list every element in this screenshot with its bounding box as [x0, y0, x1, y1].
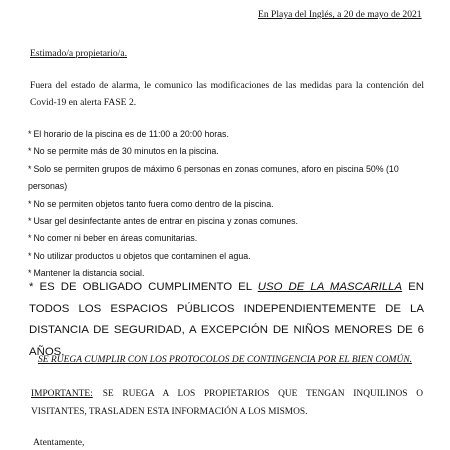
rule-bullet: * [28, 250, 32, 261]
rule-bullet: * [28, 233, 32, 244]
rule-text: Mantener la distancia social. [33, 268, 145, 279]
protocol-notice: SE RUEGA CUMPLIR CON LOS PROTOCOLOS DE CONTINGENCIA POR EL BIEN COMÚN. [38, 355, 413, 365]
rule-bullet: * [28, 198, 32, 209]
important-notice [31, 385, 423, 421]
signoff: Atentamente, [33, 437, 85, 448]
rule-text: No comer ni beber en áreas comunitarias. [33, 233, 198, 244]
date-line: En Playa del Inglés, a 20 de mayo de 2021 [258, 9, 422, 20]
rule-text: No se permite más de 30 minutos en la piscina. [33, 146, 219, 157]
rule-item [28, 178, 428, 195]
rule-text: Usar gel desinfectante antes de entrar en piscina y zonas comunes. [33, 215, 298, 226]
important-text: SE RUEGA A LOS PROPIETARIOS QUE TENGAN INQUILINOS O VISITANTES, TRASLADEN ESTA INFORMACIÓN A LOS MISMOS. [31, 389, 423, 417]
rule-item [28, 143, 428, 160]
rule-bullet: * [28, 268, 32, 279]
intro-paragraph: Fuera del estado de alarma, le comunico las modificaciones de las medidas para la contención del Covid-19 en alerta FASE 2. [30, 80, 424, 108]
rule-item [28, 213, 428, 230]
rule-bullet: * [28, 146, 32, 157]
rule-bullet: * [28, 129, 32, 139]
greeting: Estimado/a propietario/a. [30, 48, 127, 59]
rule-text: El horario de la piscina es de 11:00 a 20:00 horas. [33, 129, 229, 139]
mask-notice-before: * ES DE OBLIGADO CUMPLIMENTO EL [29, 281, 258, 293]
rules-list [28, 126, 428, 283]
rule-bullet: * [28, 215, 32, 226]
rule-bullet: * [28, 163, 32, 174]
rule-text: personas) [28, 181, 68, 192]
mask-notice-emphasis: USO DE LA MASCARILLA [257, 281, 403, 293]
rule-text: No se permiten objetos tanto fuera como dentro de la piscina. [33, 198, 274, 209]
rule-item [28, 230, 428, 247]
mask-notice-after: EN TODOS LOS ESPACIOS PÚBLICOS INDEPENDIENTEMENTE DE LA DISTANCIA DE SEGURIDAD, A EXCEPCIÓN DE NIÑOS MENORES DE 6 AÑOS. [29, 281, 424, 358]
mask-notice [29, 277, 424, 363]
rule-item [28, 126, 428, 143]
rule-item [28, 248, 428, 265]
rule-text: No utilizar productos u objetos que contaminen el agua. [33, 250, 251, 261]
rule-item [28, 196, 428, 213]
rule-item [28, 161, 428, 178]
rule-text: Solo se permiten grupos de máximo 6 personas en zonas comunes, aforo en piscina 50% (10 [33, 163, 399, 174]
important-label: IMPORTANTE: [31, 389, 93, 399]
